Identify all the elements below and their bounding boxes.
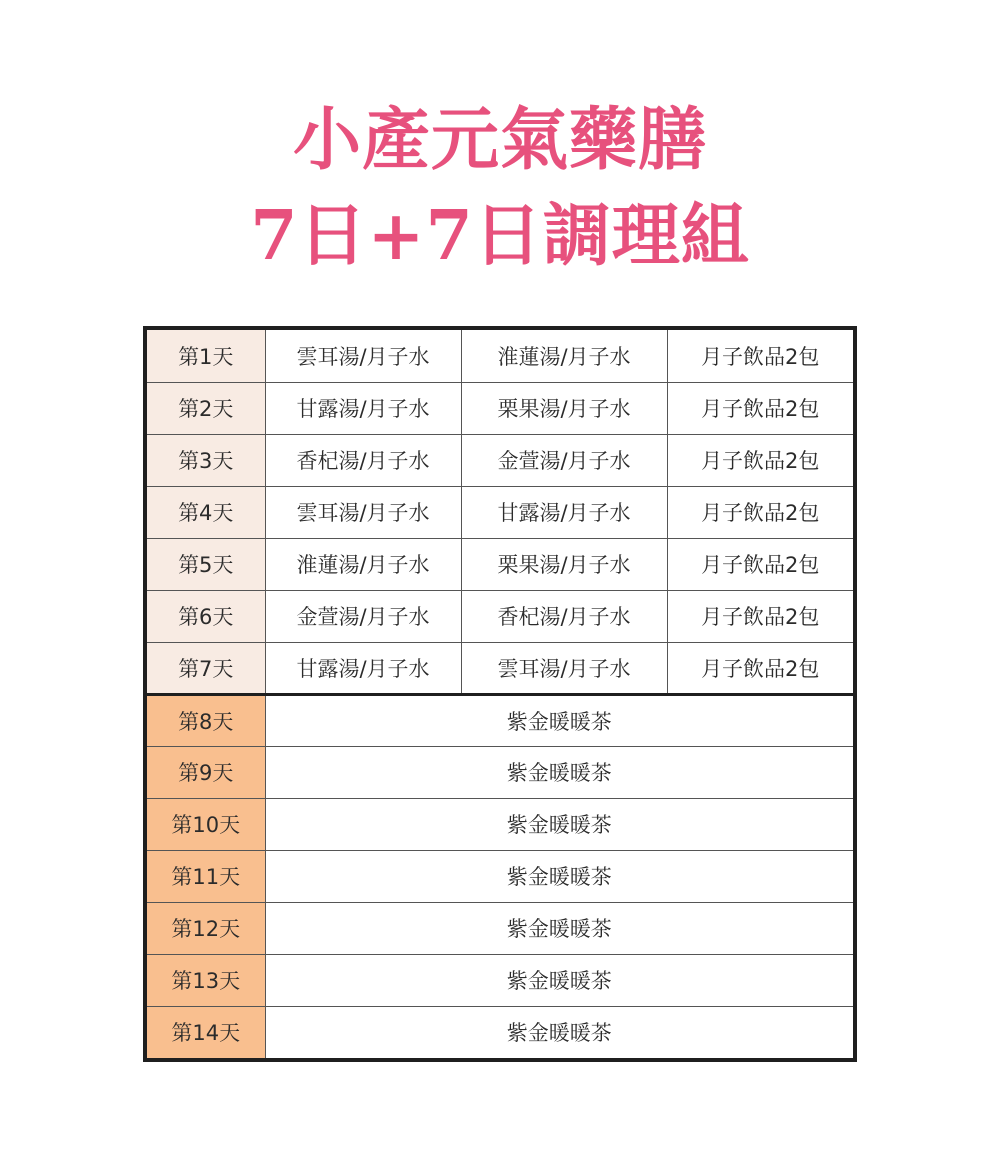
day-label: 第2天 — [147, 382, 265, 434]
soup-cell: 金萱湯/月子水 — [265, 590, 461, 642]
tea-cell: 紫金暖暖茶 — [265, 798, 853, 850]
table-row — [147, 798, 853, 850]
drink-cell: 月子飲品2包 — [667, 642, 853, 694]
page-title — [0, 92, 1000, 284]
drink-cell: 月子飲品2包 — [667, 382, 853, 434]
soup-cell: 金萱湯/月子水 — [461, 434, 667, 486]
day-label: 第3天 — [147, 434, 265, 486]
table-row — [147, 902, 853, 954]
table-row — [147, 434, 853, 486]
soup-cell: 甘露湯/月子水 — [461, 486, 667, 538]
table-row — [147, 746, 853, 798]
soup-cell: 栗果湯/月子水 — [461, 382, 667, 434]
drink-cell: 月子飲品2包 — [667, 434, 853, 486]
soup-cell: 甘露湯/月子水 — [265, 642, 461, 694]
day-label: 第14天 — [147, 1006, 265, 1058]
day-label: 第5天 — [147, 538, 265, 590]
soup-cell: 雲耳湯/月子水 — [265, 486, 461, 538]
soup-cell: 香杞湯/月子水 — [265, 434, 461, 486]
drink-cell: 月子飲品2包 — [667, 330, 853, 382]
table-row — [147, 642, 853, 694]
tea-cell: 紫金暖暖茶 — [265, 902, 853, 954]
soup-cell: 淮蓮湯/月子水 — [461, 330, 667, 382]
drink-cell: 月子飲品2包 — [667, 538, 853, 590]
soup-cell: 雲耳湯/月子水 — [265, 330, 461, 382]
schedule-table — [143, 326, 857, 1062]
day-label: 第8天 — [147, 694, 265, 746]
table-row — [147, 382, 853, 434]
soup-cell: 香杞湯/月子水 — [461, 590, 667, 642]
table-row — [147, 538, 853, 590]
table-row — [147, 694, 853, 746]
tea-cell: 紫金暖暖茶 — [506, 1021, 612, 1046]
table-row — [147, 850, 853, 902]
day-label: 第13天 — [147, 954, 265, 1006]
table-row — [147, 590, 853, 642]
day-label: 第11天 — [147, 850, 265, 902]
soup-cell: 雲耳湯/月子水 — [461, 642, 667, 694]
day-label: 第7天 — [147, 642, 265, 694]
tea-cell: 紫金暖暖茶 — [265, 850, 853, 902]
title-line-2: 7日+7日調理組 — [250, 196, 750, 276]
table-row — [147, 1006, 853, 1058]
drink-cell: 月子飲品2包 — [667, 590, 853, 642]
day-label: 第6天 — [147, 590, 265, 642]
title-line-1: 小產元氣藥膳 — [292, 100, 707, 180]
day-label: 第9天 — [147, 746, 265, 798]
table-row — [147, 954, 853, 1006]
table-row — [147, 486, 853, 538]
tea-cell: 紫金暖暖茶 — [265, 954, 853, 1006]
day-label: 第12天 — [147, 902, 265, 954]
tea-cell: 紫金暖暖茶 — [265, 746, 853, 798]
soup-cell: 淮蓮湯/月子水 — [265, 538, 461, 590]
day-label: 第1天 — [147, 330, 265, 382]
day-label: 第4天 — [147, 486, 265, 538]
day-label: 第10天 — [147, 798, 265, 850]
tea-cell: 紫金暖暖茶 — [265, 694, 853, 746]
table-row — [147, 330, 853, 382]
soup-cell: 甘露湯/月子水 — [265, 382, 461, 434]
soup-cell: 栗果湯/月子水 — [461, 538, 667, 590]
drink-cell: 月子飲品2包 — [667, 486, 853, 538]
